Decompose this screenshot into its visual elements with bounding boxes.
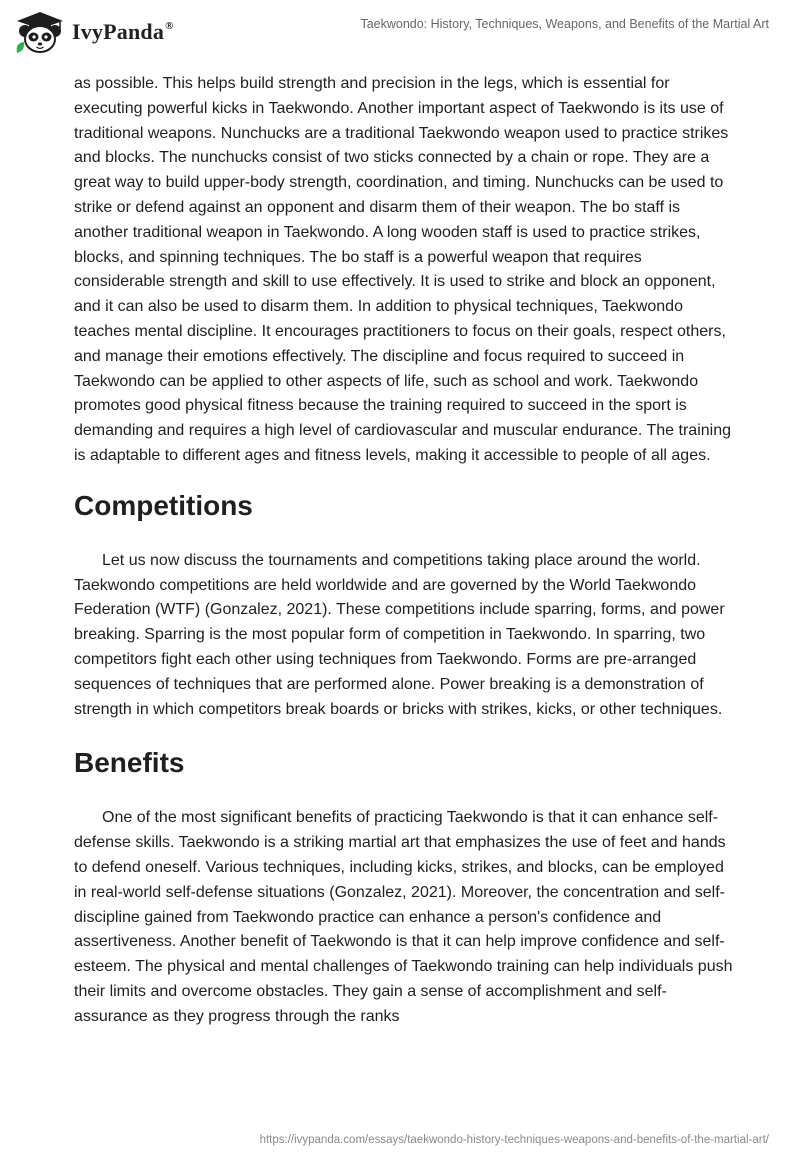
section-heading-benefits: Benefits bbox=[74, 747, 185, 779]
essay-body bbox=[74, 72, 734, 1030]
body-paragraph: One of the most significant benefits of practicing Taekwondo is that it can enhance self-defense skills. Taekwondo is a striking martial art that emphasizes the use of feet and hands to defend oneself. Various techniques, including kicks, strikes, and blocks, can be employed in real-world self-defense situations (Gonzalez, 2021). Moreover, the concentration and self-discipline gained from Taekwondo practice can enhance a person's confidence and assertiveness. Another benefit of Taekwondo is that it can help improve confidence and self-esteem. The physical and mental challenges of Taekwondo training can help individuals push their limits and overcome obstacles. They gain a sense of accomplishment and self-assurance as they progress through the ranks bbox=[74, 809, 733, 1025]
section-heading-competitions: Competitions bbox=[74, 489, 253, 521]
body-paragraph: Let us now discuss the tournaments and competitions taking place around the world. Taekwondo competitions are held worldwide and are governed by the World Taekwondo Federation (WTF) (Gonzalez, 2021). These competitions include sparring, forms, and power breaking. Sparring is the most popular form of competition in Taekwondo. In sparring, two competitors fight each other using techniques from Taekwondo. Forms are pre-arranged sequences of techniques that are performed alone. Power breaking is a demonstration of strength in which competitors break boards or bricks with strikes, kicks, or other techniques. bbox=[74, 551, 725, 718]
source-url[interactable]: https://ivypanda.com/essays/taekwondo-history-techniques-weapons-and-benefits-of-the-martial-art/ bbox=[259, 1134, 769, 1146]
brand-name: IvyPanda® bbox=[72, 19, 174, 44]
ivypanda-logo[interactable] bbox=[14, 10, 174, 54]
panda-graduation-icon bbox=[14, 10, 66, 54]
page-header bbox=[0, 0, 800, 64]
document-title: Taekwondo: History, Techniques, Weapons, and Benefits of the Martial Art bbox=[360, 17, 769, 31]
body-paragraph: as possible. This helps build strength and precision in the legs, which is essential for executing powerful kicks in Taekwondo. Another important aspect of Taekwondo is its use of traditional weapons. Nunchucks are a traditional Taekwondo weapon used to practice strikes and blocks. The nunchucks consist of two sticks connected by a chain or rope. They are a great way to build upper-body strength, coordination, and timing. Nunchucks can be used to strike or defend against an opponent and disarm them of their weapon. The bo staff is another traditional weapon in Taekwondo. A long wooden staff is used to practice strikes, blocks, and spinning techniques. The bo staff is a powerful weapon that requires considerable strength and skill to use effectively. It is used to strike and block an opponent, and it can also be used to disarm them. In addition to physical techniques, Taekwondo teaches mental discipline. It encourages practitioners to focus on their goals, respect others, and manage their emotions effectively. The discipline and focus required to succeed in Taekwondo can be applied to other aspects of life, such as school and work. Taekwondo promotes good physical fitness because the training required to succeed in the sport is demanding and requires a high level of cardiovascular and muscular endurance. The training is adaptable to different ages and fitness levels, making it accessible to people of all ages. bbox=[74, 75, 731, 464]
